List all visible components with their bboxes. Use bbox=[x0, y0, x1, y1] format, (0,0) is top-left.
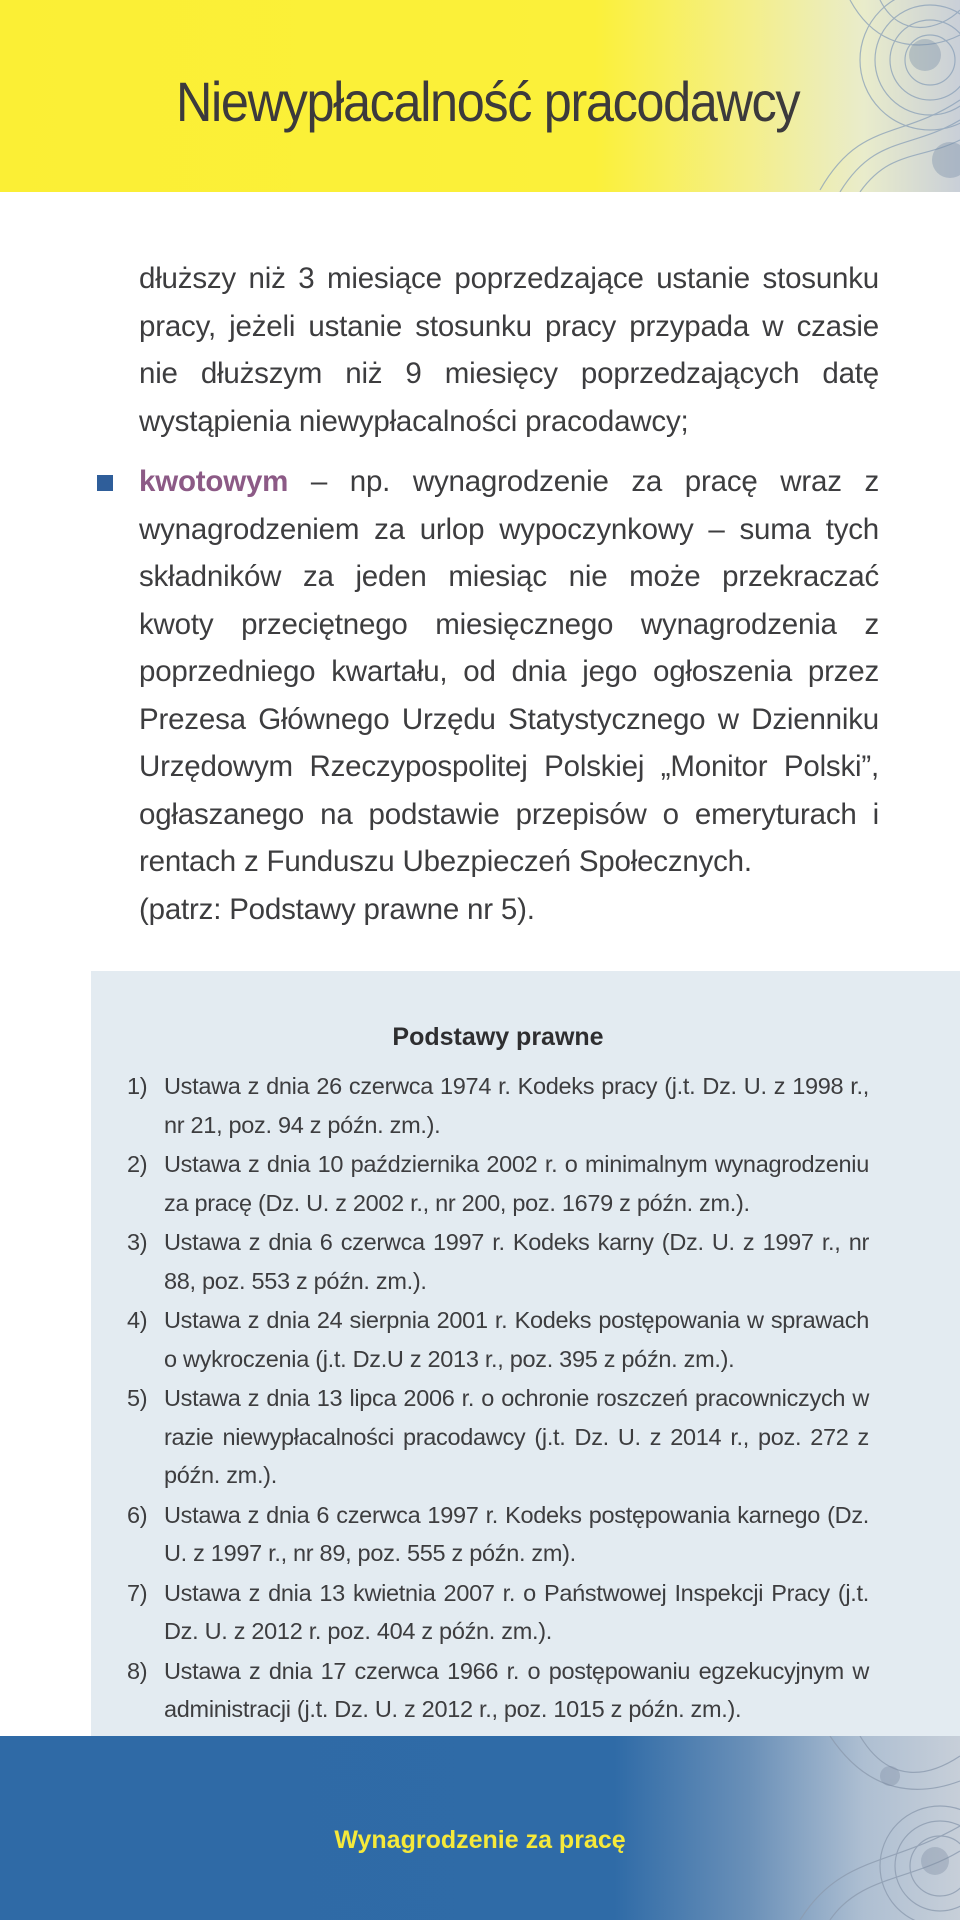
legal-item-8 bbox=[127, 1652, 869, 1729]
legal-basis-box bbox=[91, 971, 960, 1736]
bullet-text: – np. wynagrodzenie za pracę wraz z wynagrodzeniem za urlop wypoczynkowy – suma tych składników za jeden miesiąc nie może przekraczać kwoty przeciętnego miesięcznego wynagrodzenia z poprzedniego kwartału, od dnia jego ogłoszenia przez Prezesa Głównego Urzędu Statystycznego w Dzienniku Urzędowym Rzeczypospolitej Polskiej „Monitor Polski”, ogłaszanego na podstawie przepisów o emeryturach i rentach z Funduszu Ubezpieczeń Społecznych. bbox=[139, 465, 879, 878]
legal-item-text: Ustawa z dnia 13 lipca 2006 r. o ochronie roszczeń pracowniczych w razie niewypłacalności pracodawcy (j.t. Dz. U. z 2014 r., poz. 272 z późn. zm.). bbox=[164, 1385, 869, 1488]
legal-basis-title: Podstawy prawne bbox=[392, 1023, 604, 1051]
legal-item-4 bbox=[127, 1301, 869, 1378]
legal-item-text: Ustawa z dnia 6 czerwca 1997 r. Kodeks postępowania karnego (Dz. U. z 1997 r., nr 89, poz. 555 z późn. zm). bbox=[164, 1501, 869, 1566]
main-content bbox=[139, 255, 879, 933]
square-bullet-icon bbox=[97, 475, 113, 491]
page-footer bbox=[0, 1736, 960, 1920]
legal-item-1 bbox=[127, 1067, 869, 1144]
legal-item-5 bbox=[127, 1379, 869, 1495]
legal-item-text: Ustawa z dnia 17 czerwca 1966 r. o postępowaniu egzekucyjnym w administracji (j.t. Dz. U. z 2012 r., poz. 1015 z późn. zm.). bbox=[164, 1657, 869, 1722]
reference-note: (patrz: Podstawy prawne nr 5). bbox=[139, 892, 535, 926]
legal-item-text: Ustawa z dnia 13 kwietnia 2007 r. o Państwowej Inspekcji Pracy (j.t. Dz. U. z 2012 r. poz. 404 z późn. zm.). bbox=[164, 1579, 869, 1644]
legal-item-text: Ustawa z dnia 24 sierpnia 2001 r. Kodeks postępowania w sprawach o wykroczenia (j.t. Dz.U z 2013 r., poz. 395 z późn. zm.). bbox=[164, 1307, 869, 1372]
legal-item-text: Ustawa z dnia 10 października 2002 r. o minimalnym wynagrodzeniu za pracę (Dz. U. z 2002 r., nr 200, poz. 1679 z późn. zm.). bbox=[164, 1151, 869, 1216]
page-title: Niewypłacalność pracodawcy bbox=[176, 70, 800, 133]
legal-item-number: 8) bbox=[127, 1657, 148, 1684]
intro-paragraph: dłuższy niż 3 miesiące poprzedzające ustanie stosunku pracy, jeżeli ustanie stosunku pracy przypada w czasie nie dłuższym niż 9 miesięcy poprzedzających datę wystąpienia niewypłacalności pracodawcy; bbox=[139, 262, 879, 438]
legal-item-number: 7) bbox=[127, 1579, 148, 1606]
legal-item-number: 2) bbox=[127, 1151, 148, 1177]
bullet-keyword: kwotowym bbox=[139, 465, 289, 498]
legal-item-text: Ustawa z dnia 6 czerwca 1997 r. Kodeks karny (Dz. U. z 1997 r., nr 88, poz. 553 z późn. zm.). bbox=[164, 1229, 869, 1294]
legal-item-number: 3) bbox=[127, 1229, 148, 1255]
legal-item-number: 5) bbox=[127, 1385, 148, 1411]
legal-item-number: 4) bbox=[127, 1307, 148, 1333]
legal-item-6 bbox=[127, 1496, 869, 1573]
bullet-paragraph bbox=[139, 458, 879, 886]
legal-item-text: Ustawa z dnia 26 czerwca 1974 r. Kodeks pracy (j.t. Dz. U. z 1998 r., nr 21, poz. 94 z późn. zm.). bbox=[164, 1073, 869, 1138]
bullet-item-amount bbox=[139, 458, 879, 886]
legal-item-number: 6) bbox=[127, 1501, 148, 1528]
legal-basis-list bbox=[127, 1067, 869, 1730]
legal-item-number: 1) bbox=[127, 1073, 148, 1099]
legal-item-2 bbox=[127, 1145, 869, 1222]
page-header bbox=[0, 0, 960, 192]
legal-item-3 bbox=[127, 1223, 869, 1300]
footer-title: Wynagrodzenie za pracę bbox=[334, 1826, 626, 1854]
legal-item-7 bbox=[127, 1574, 869, 1651]
